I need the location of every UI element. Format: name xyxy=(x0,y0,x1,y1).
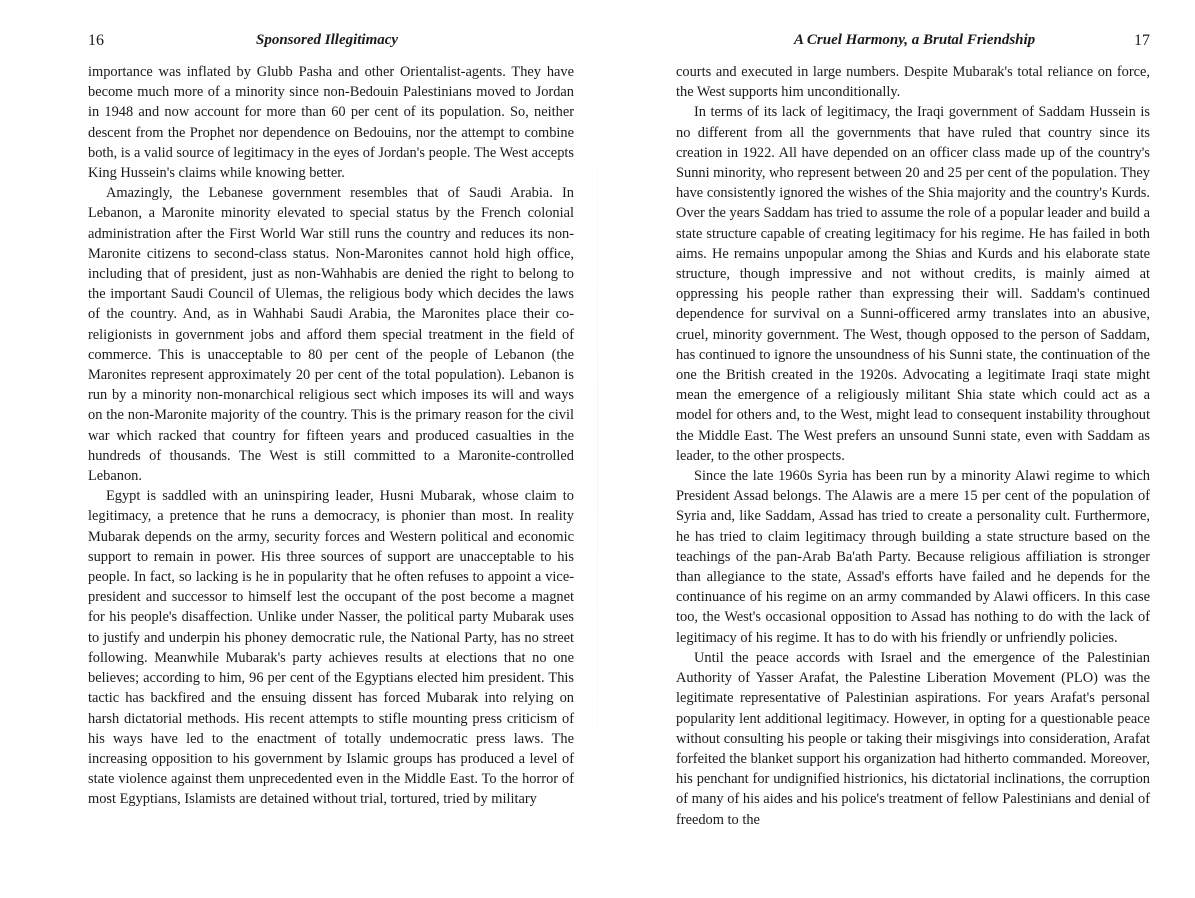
page-gutter xyxy=(597,0,598,898)
paragraph: Since the late 1960s Syria has been run by a minority Alawi regime to which President Assad belongs. The Alawis are a mere 15 per cent of the population of Syria and, like Saddam, Assad has tried to create a personality cult. Furthermore, he has tried to claim legitimacy through building a state structure based on the teachings of the pan-Arab Ba'ath Party. Because religious affiliation is stronger than allegiance to the state, Assad's efforts have failed and he depends for the continuance of his regime on an army commanded by Alawi officers. In this case too, the West's occasional opposition to Assad has nothing to do with the lack of legitimacy of his regime. It has to do with his friendly or unfriendly policies. xyxy=(676,468,1150,646)
right-running-head xyxy=(676,30,1150,54)
left-running-head xyxy=(88,30,574,54)
paragraph: Until the peace accords with Israel and the emergence of the Palestinian Authority of Yasser Arafat, the Palestine Liberation Movement (PLO) was the legitimate representative of Palestinian aspirations. For years Arafat's personal popularity lent additional legitimacy. However, in opting for a questionable peace without consulting his people or taking their misgivings into consideration, Arafat forfeited the blanket support his organization had hitherto commanded. Moreover, his penchant for undignified histrionics, his dictatorial inclinations, the corruption of many of his aides and his police's treatment of fellow Palestinians and denial of freedom to the xyxy=(676,649,1150,828)
left-running-title: Sponsored Illegitimacy xyxy=(256,32,399,48)
left-body-text xyxy=(88,62,574,810)
paragraph: courts and executed in large numbers. Despite Mubarak's total reliance on force, the West supports him unconditionally. xyxy=(676,64,1150,101)
paragraph: importance was inflated by Glubb Pasha and other Orientalist-agents. They have become much more of a minority since non-Bedouin Palestinians moved to Jordan in 1948 and now account for more than 60 per cent of its population. So, neither descent from the Prophet nor dependence on Bedouins, nor the attempt to combine both, is a valid source of legitimacy in the eyes of Jordan's people. The West accepts King Hussein's claims while knowing better. xyxy=(88,64,574,182)
right-page-number: 17 xyxy=(1134,32,1150,49)
right-page xyxy=(676,30,1150,830)
paragraph: In terms of its lack of legitimacy, the Iraqi government of Saddam Hussein is no different from all the governments that have ruled that country since its creation in 1922. All have depended on an officer class made up of the country's Sunni minority, who represent between 20 and 25 per cent of the population. They have consistently ignored the wishes of the Shia majority and the country's Kurds. Over the years Saddam has tried to assume the role of a popular leader and build a state structure capable of creating legitimacy for his regime. He has failed in both aims. He remains unpopular among the Shias and Kurds and his elaborate state structure, though impressive and not without credits, is mainly aimed at oppressing his people rather than expressing their will. Saddam's continued dependence for survival on a Sunni-officered army translates into an abusive, cruel, minority government. The West, though opposed to the person of Saddam, has continued to ignore the unsoundness of his Sunni state, the continuation of the one the British created in the 1920s. Advocating a legitimate Iraqi state might mean the emergence of a religiously militant Shia state which could act as a model for others and, to the West, might lead to consequent instability throughout the Middle East. The West prefers an unsound Sunni state, even with Saddam as leader, to the other prospects. xyxy=(676,104,1150,464)
left-page-number: 16 xyxy=(88,32,104,49)
paragraph: Egypt is saddled with an uninspiring leader, Husni Mubarak, whose claim to legitimacy, a pretence that he runs a democracy, is phonier than most. In reality Mubarak depends on the army, security forces and Western political and economic support to remain in power. His three sources of support are unacceptable to his people. In fact, so lacking is he in popularity that he often refuses to appoint a vice-president and successor to himself lest the occupant of the post become a magnet for his people's disaffection. Unlike under Nasser, the political party Mubarak uses to justify and underpin his phoney democratic rule, the National Party, has no street following. Meanwhile Mubarak's party achieves results at elections that no one believes; according to him, 96 per cent of the Egyptians elected him president. This tactic has backfired and the ensuing dissent has forced Mubarak into relying on harsh dictatorial methods. His recent attempts to stifle mounting press criticism of his ways have led to the enactment of totally undemocratic press laws. The increasing opposition to his government by Islamic groups has produced a level of state violence against them unprecedented even in the Middle East. To the horror of most Egyptians, Islamists are detained without trial, tortured, tried by military xyxy=(88,488,574,808)
right-body-text xyxy=(676,62,1150,830)
left-page xyxy=(88,30,574,810)
right-running-title: A Cruel Harmony, a Brutal Friendship xyxy=(794,32,1036,48)
paragraph: Amazingly, the Lebanese government resembles that of Saudi Arabia. In Lebanon, a Maronite minority elevated to special status by the French colonial administration after the First World War still runs the country and reduces its non-Maronite citizens to second-class status. Non-Maronites cannot hold high office, including that of president, just as non-Wahhabis are denied the right to belong to the important Saudi Council of Ulemas, the religious body which decides the laws of the country. And, as in Wahhabi Saudi Arabia, the Maronites place their co-religionists in government jobs and afford them special treatment in the field of commerce. This is unacceptable to 80 per cent of the people of Lebanon (the Maronites represent approximately 20 per cent of the total population). Lebanon is run by a minority non-monarchical religious sect which imposes its will and ways on the non-Maronite majority of the country. This is the primary reason for the civil war which racked that country for fifteen years and produced casualties in the hundreds of thousands. The West is still committed to a Maronite-controlled Lebanon. xyxy=(88,185,574,485)
